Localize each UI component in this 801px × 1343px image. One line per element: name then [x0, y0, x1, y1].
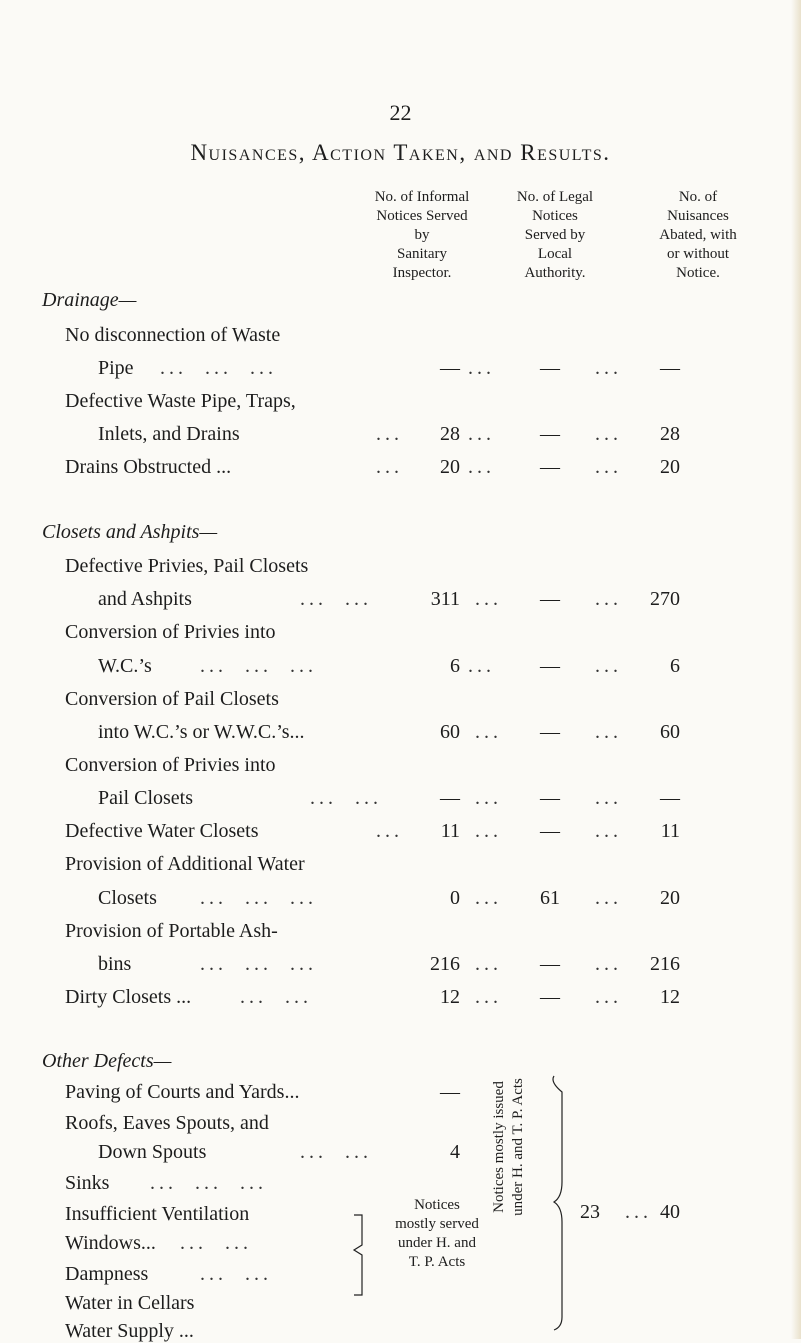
section-heading-closets: Closets and Ashpits— — [42, 521, 218, 543]
section-heading-drainage: Drainage— — [42, 289, 137, 311]
section-heading-other-defects: Other Defects— — [42, 1050, 172, 1072]
grouped-legal-value: 23 — [580, 1201, 600, 1223]
vertical-note: Notices mostly issued under H. and T. P. Acts — [491, 1078, 526, 1216]
grouped-abated-value: 40 — [660, 1201, 680, 1223]
page-title: Nuisances, Action Taken, and Results. — [190, 140, 611, 165]
page-edge — [791, 0, 801, 1339]
column-header-informal: No. of Informal Notices Served by Sanitary Inspector. — [374, 189, 470, 281]
column-header-abated: No. of Nuisances Abated, with or without Notice. — [659, 189, 737, 281]
column-header-legal: No. of Legal Notices Served by Local Authority. — [516, 189, 594, 281]
bracket-note: Notices mostly served under H. and T. P. Acts — [395, 1197, 479, 1270]
page-number: 22 — [389, 100, 412, 125]
